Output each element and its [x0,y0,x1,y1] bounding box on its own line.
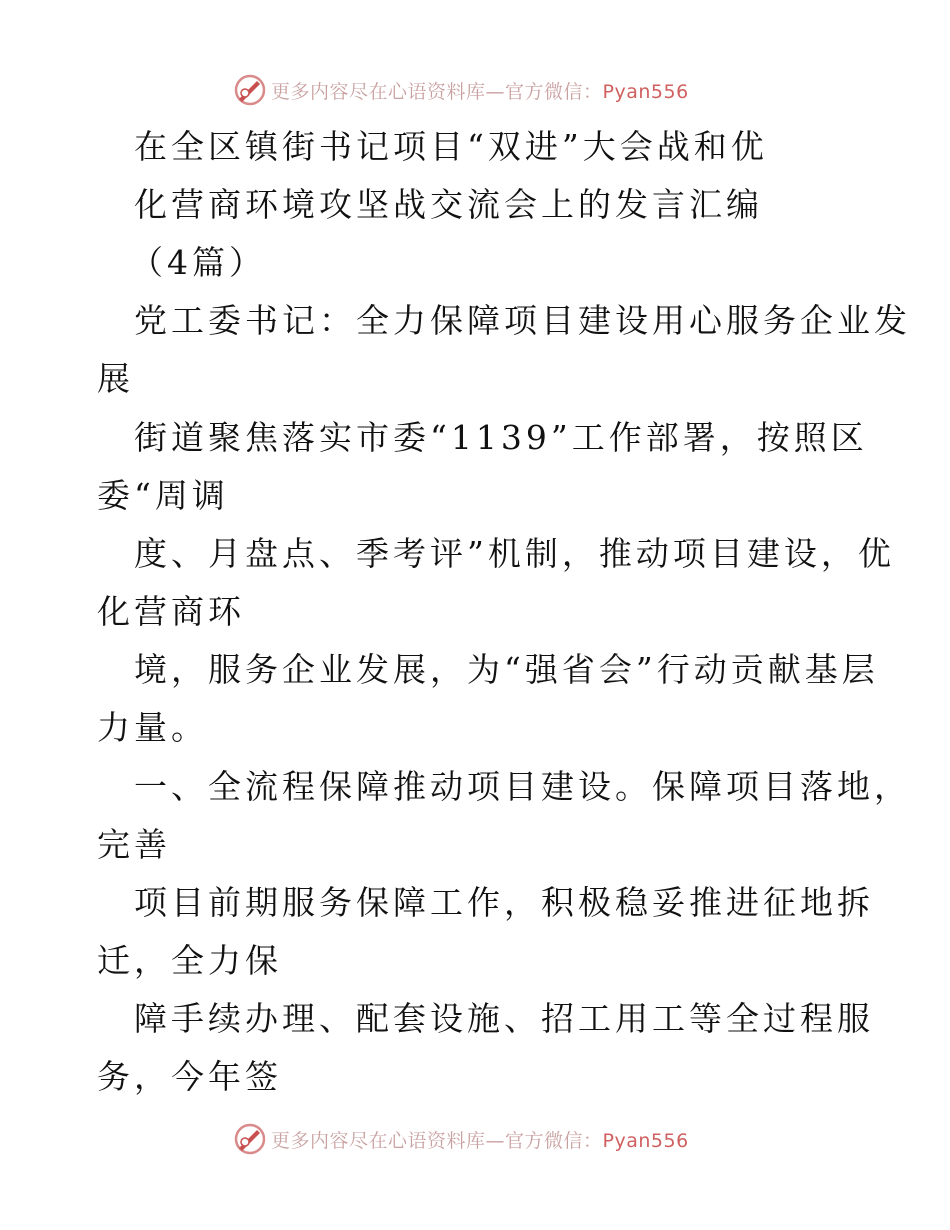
paragraph-line: 委“周调 [97,476,229,515]
banner-site-text: 更多内容尽在心语资料库—官方微信： [271,1129,603,1152]
title-line-1: 在全区镇街书记项目“双进”大会战和优 [134,127,768,166]
paragraph-line: 境，服务企业发展，为“强省会”行动贡献基层 [134,650,879,689]
banner-text [271,77,689,104]
paragraph-line: 度、月盘点、季考评”机制，推动项目建设，优 [134,534,895,573]
title-line-2: 化营商环境攻坚战交流会上的发言汇编 [134,185,763,224]
paragraph-line: 务，今年签 [97,1057,282,1096]
library-logo-icon [233,73,267,107]
paragraph-line: 党工委书记：全力保障项目建设用心服务企业发 [134,301,911,340]
banner-account-text: Pyan556 [602,1129,689,1152]
paragraph-line: 完善 [97,825,171,864]
banner-text [271,1126,689,1153]
paragraph-line: 一、全流程保障推动项目建设。保障项目落地， [134,767,911,806]
library-logo-icon [233,1122,267,1156]
paragraph-line: 街道聚焦落实市委“1139”工作部署，按照区 [134,418,868,457]
paragraph-line: 展 [97,359,134,398]
paragraph-line: 力量。 [97,708,208,747]
banner-site-text: 更多内容尽在心语资料库—官方微信： [271,80,603,103]
footer-banner[interactable] [233,1121,689,1157]
paragraph-line: 化营商环 [97,592,245,631]
title-line-3: （4篇） [130,243,266,282]
banner-account-text: Pyan556 [602,80,689,103]
paragraph-line: 项目前期服务保障工作，积极稳妥推进征地拆 [134,883,874,922]
header-banner[interactable] [233,72,689,108]
paragraph-line: 迁，全力保 [97,941,282,980]
paragraph-line: 障手续办理、配套设施、招工用工等全过程服 [134,999,874,1038]
